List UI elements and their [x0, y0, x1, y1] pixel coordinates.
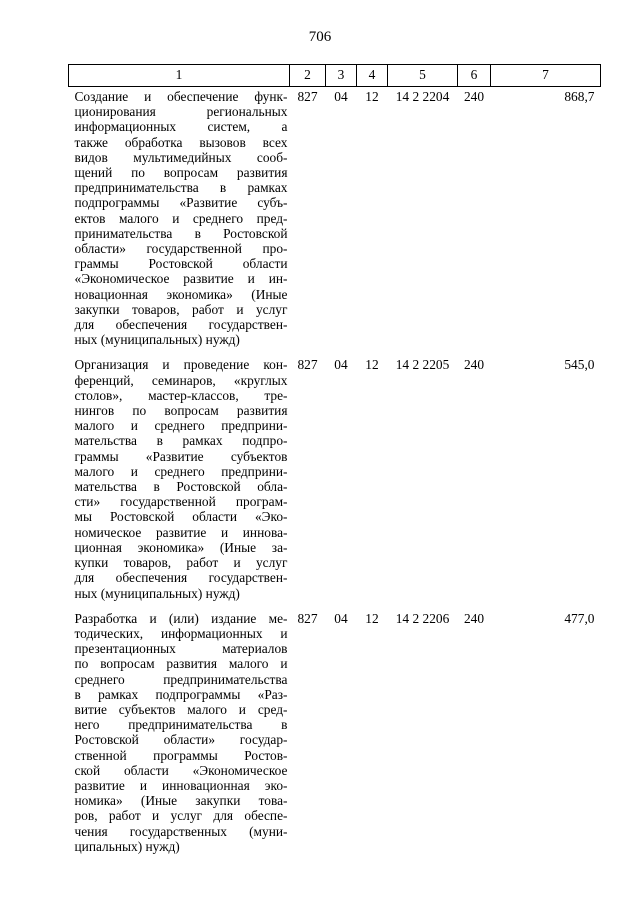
expenditure-name-line: ципальных) нужд): [74, 838, 180, 854]
expenditure-name-line: закупки товаров, работ и услуг: [74, 301, 288, 317]
expenditure-name-line: области» государственной про-: [74, 241, 288, 257]
expenditure-name-line: ных (муниципальных) нужд): [74, 585, 240, 601]
table-row: [69, 609, 601, 862]
table-header: [69, 65, 601, 87]
expenditure-name-line: сти» государственной програм-: [74, 494, 288, 510]
expenditure-name-cell: [69, 87, 290, 356]
expenditure-name-line: принимательства в Ростовской: [74, 225, 288, 241]
table-body: [69, 87, 601, 862]
expenditure-name-line: видов мультимедийных сооб-: [74, 149, 288, 165]
header-col-7: 7: [491, 65, 601, 87]
header-col-6: 6: [458, 65, 491, 87]
expenditure-name-line: подпрограммы «Развитие субъ-: [74, 195, 288, 211]
header-col-3: 3: [326, 65, 357, 87]
expenditure-name-line: ных (муниципальных) нужд): [74, 332, 240, 348]
header-col-1: 1: [69, 65, 290, 87]
expenditure-name-line: тодических, информационных и: [74, 625, 288, 641]
expenditure-name-line: ственной программы Ростов-: [74, 747, 288, 763]
expenditure-name-line: новационная экономика» (Иные: [74, 286, 288, 302]
expenditure-name-line: витие субъектов малого и сред-: [74, 701, 288, 717]
expenditure-name-line: мательства в рамках подпро-: [74, 433, 288, 449]
expenditure-name-line: номическое развитие и иннова-: [74, 524, 288, 540]
expenditure-name-line: информационных систем, а: [74, 119, 288, 135]
ministry-code-cell: 827: [297, 610, 318, 626]
subsection-code-cell: 12: [365, 357, 379, 373]
expenditure-name-line: мы Ростовской области «Эко-: [74, 509, 288, 525]
expenditure-name-line: граммы Ростовской области: [74, 256, 288, 272]
expense-type-cell: 240: [463, 357, 485, 373]
expenditure-name-line: ционирования региональных: [74, 104, 288, 120]
expenditure-name-line: ров, работ и услуг для обеспе-: [74, 808, 288, 824]
expenditure-name-line: него предпринимательства в: [74, 717, 288, 733]
header-col-4: 4: [357, 65, 388, 87]
budget-table: [68, 64, 601, 862]
subsection-code-cell: 12: [365, 610, 379, 626]
target-article-cell: 14 2 2205: [395, 357, 450, 373]
expenditure-name-line: для обеспечения государствен-: [74, 570, 288, 586]
expenditure-name-cell: [69, 609, 290, 862]
subsection-code-cell: 12: [365, 89, 379, 104]
expenditure-name-line: столов», мастер-классов, тре-: [74, 387, 288, 403]
header-row: [69, 65, 601, 87]
expenditure-name-line: для обеспечения государствен-: [74, 317, 288, 333]
expenditure-name-cell: [69, 355, 290, 608]
expenditure-name-line: «Экономическое развитие и ин-: [74, 271, 288, 287]
expenditure-name-line: номика» (Иные закупки това-: [74, 793, 288, 809]
ministry-code-cell: 827: [297, 357, 318, 373]
expenditure-name-line: Ростовской области» государ-: [74, 732, 288, 748]
expenditure-name-line: презентационных материалов: [74, 641, 288, 657]
amount-cell: 868,7: [564, 89, 595, 104]
expenditure-name-line: купки товаров, работ и услуг: [74, 555, 288, 571]
expenditure-name-line: граммы «Развитие субъектов: [74, 448, 288, 464]
expenditure-name-line: среднего предпринимательства: [74, 671, 288, 687]
expense-type-cell: 240: [463, 89, 485, 104]
expenditure-name-line: ционная экономика» (Иные за-: [74, 539, 288, 555]
header-col-5: 5: [388, 65, 458, 87]
expenditure-name-line: Разработка и (или) издание ме-: [74, 610, 288, 626]
expenditure-name-line: Создание и обеспечение функ-: [74, 89, 288, 104]
table-row: [69, 87, 601, 356]
target-article-cell: 14 2 2206: [395, 610, 450, 626]
expenditure-name-line: нингов по вопросам развития: [74, 403, 288, 419]
amount-cell: 477,0: [564, 610, 595, 626]
expenditure-name-line: щений по вопросам развития: [74, 165, 288, 181]
table-row: [69, 355, 601, 608]
expenditure-name-line: чения государственных (муни-: [74, 823, 288, 839]
expense-type-cell: 240: [463, 610, 485, 626]
target-article-cell: 14 2 2204: [395, 89, 450, 104]
expenditure-name-line: также обработка вызовов всех: [74, 134, 288, 150]
expenditure-name-line: предпринимательства в рамках: [74, 180, 288, 196]
section-code-cell: 04: [334, 357, 348, 373]
header-col-2: 2: [290, 65, 326, 87]
expenditure-name-line: ской области «Экономическое: [74, 762, 288, 778]
expenditure-name-line: развитие и инновационная эко-: [74, 777, 288, 793]
page-number: 706: [308, 29, 332, 45]
expenditure-name-line: ектов малого и среднего пред-: [74, 210, 288, 226]
expenditure-name-line: по вопросам развития малого и: [74, 656, 288, 672]
section-code-cell: 04: [334, 610, 348, 626]
expenditure-name-line: мательства в Ростовской обла-: [74, 479, 288, 495]
section-code-cell: 04: [334, 89, 348, 104]
ministry-code-cell: 827: [297, 89, 318, 104]
expenditure-name-line: малого и среднего предприни-: [74, 418, 288, 434]
expenditure-name-line: ференций, семинаров, «круглых: [74, 372, 288, 388]
expenditure-name-line: Организация и проведение кон-: [74, 357, 288, 373]
amount-cell: 545,0: [564, 357, 595, 373]
expenditure-name-line: малого и среднего предприни-: [74, 463, 288, 479]
expenditure-name-line: в рамках подпрограммы «Раз-: [74, 686, 288, 702]
